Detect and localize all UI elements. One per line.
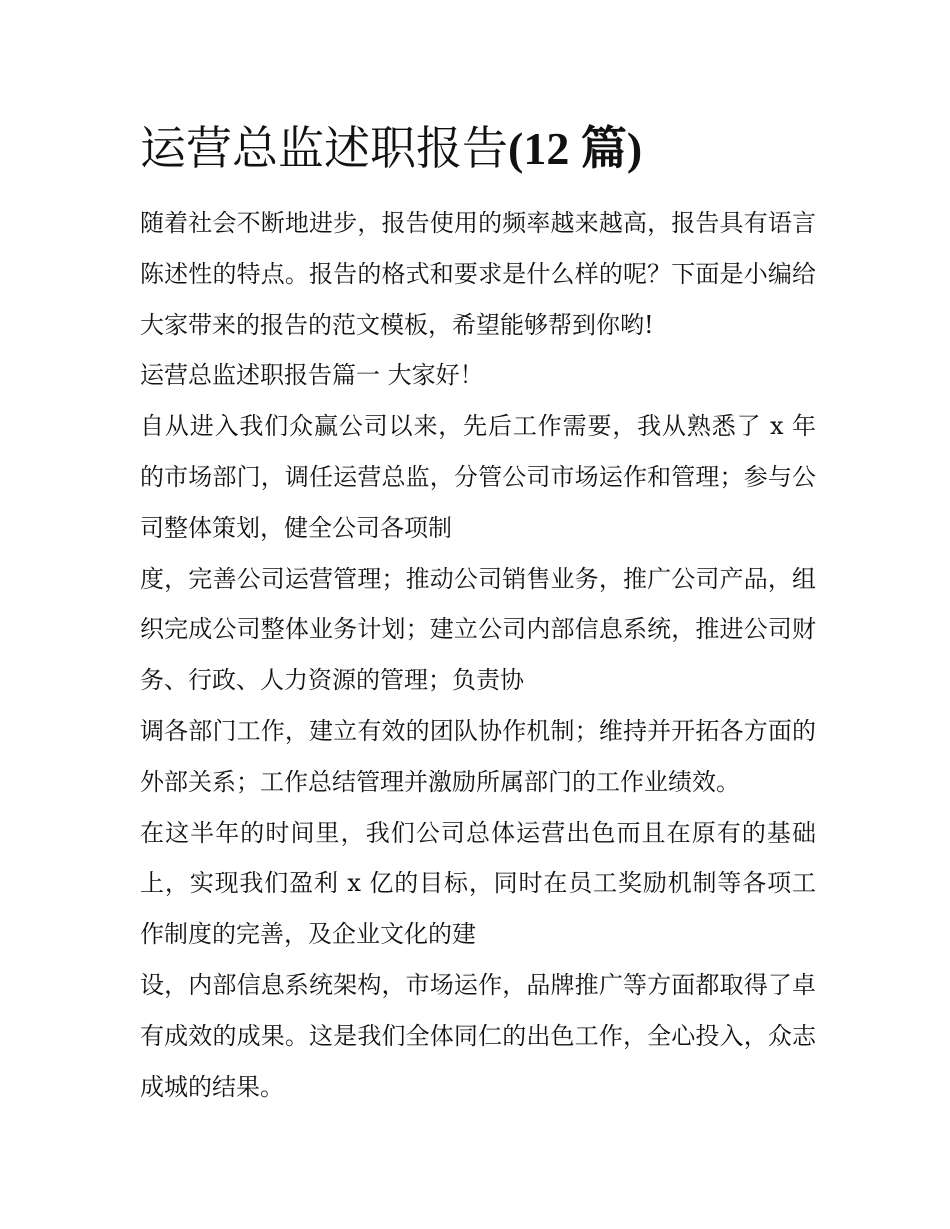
paragraph-1: 自从进入我们众赢公司以来，先后工作需要，我从熟悉了 x 年的市场部门，调任运营总监，分管公司市场运作和管理；参与公司整体策划，健全公司各项制 (140, 412, 816, 542)
paragraph-3: 调各部门工作，建立有效的团队协作机制；维持并开拓各方面的外部关系；工作总结管理并激励所属部门的工作业绩效。 (140, 716, 816, 796)
paragraph-greeting: 运营总监述职报告篇一 大家好！ (140, 361, 484, 390)
paragraph-4: 在这半年的时间里，我们公司总体运营出色而且在原有的基础上，实现我们盈利 x 亿的目标，同时在员工奖励机制等各项工作制度的完善，及企业文化的建 (140, 818, 816, 949)
title-main: 运营总监述职报告 (140, 121, 508, 175)
document-title (140, 116, 642, 181)
document-body (140, 198, 816, 1112)
paragraph-2: 度，完善公司运营管理；推动公司销售业务，推广公司产品，组织完成公司整体业务计划；建立公司内部信息系统，推进公司财务、行政、人力资源的管理；负责协 (140, 564, 816, 695)
title-count: (12 篇) (508, 123, 643, 174)
paragraph-intro: 随着社会不断地进步，报告使用的频率越来越高，报告具有语言陈述性的特点。报告的格式和要求是什么样的呢？下面是小编给大家带来的报告的范文模板，希望能够帮到你哟! (140, 209, 816, 339)
paragraph-5: 设，内部信息系统架构，市场运作，品牌推广等方面都取得了卓有成效的成果。这是我们全体同仁的出色工作，全心投入，众志成城的结果。 (140, 970, 816, 1101)
